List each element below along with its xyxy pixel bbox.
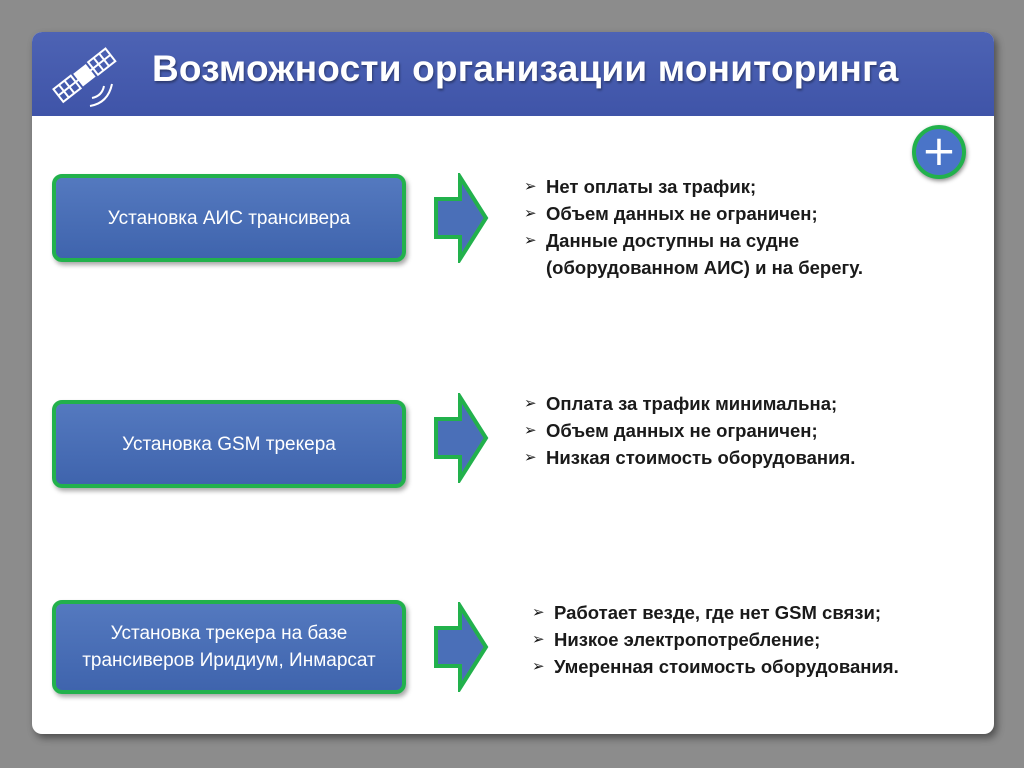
satellite-icon — [48, 40, 122, 110]
method-label: Установка GSM трекера — [122, 433, 336, 455]
list-item: ➢ Умеренная стоимость оборудования. — [532, 653, 899, 680]
benefits-list-gsm — [524, 390, 855, 471]
list-item: ➢ Оплата за трафик минимальна; — [524, 390, 855, 417]
bullet-arrow-icon: ➢ — [532, 603, 545, 621]
header-bar — [32, 32, 994, 116]
list-item: ➢ Низкая стоимость оборудования. — [524, 444, 855, 471]
list-item: ➢ Объем данных не ограничен; — [524, 417, 855, 444]
plus-button[interactable] — [912, 125, 966, 179]
bullet-arrow-icon: ➢ — [532, 657, 545, 675]
arrow-right-icon — [432, 602, 490, 692]
list-item: ➢ Нет оплаты за трафик; — [524, 173, 946, 200]
benefits-list-satellite — [532, 599, 899, 680]
benefits-list-ais — [524, 173, 946, 281]
bullet-arrow-icon: ➢ — [532, 630, 545, 648]
method-label: Установка АИС трансивера — [107, 207, 351, 229]
list-item: ➢ Объем данных не ограничен; — [524, 200, 946, 227]
method-label: Установка трекера на базе трансиверов Иридиум, Инмарсат — [82, 623, 376, 671]
arrow-right-icon — [432, 393, 490, 483]
bullet-arrow-icon: ➢ — [524, 177, 537, 195]
bullet-arrow-icon: ➢ — [524, 231, 537, 249]
bullet-arrow-icon: ➢ — [524, 394, 537, 412]
list-item: ➢ Работает везде, где нет GSM связи; — [532, 599, 899, 626]
plus-icon: + — [921, 126, 957, 175]
method-box-satellite[interactable] — [52, 600, 406, 694]
bullet-arrow-icon: ➢ — [524, 204, 537, 222]
list-item: ➢ Данные доступны на судне (оборудованном АИС) и на берегу. — [524, 227, 946, 281]
bullet-arrow-icon: ➢ — [524, 421, 537, 439]
arrow-right-icon — [432, 173, 490, 263]
method-box-ais[interactable] — [52, 174, 406, 262]
method-box-gsm[interactable] — [52, 400, 406, 488]
slide — [32, 32, 994, 734]
list-item: ➢ Низкое электропотребление; — [532, 626, 899, 653]
page-title: Возможности организации мониторинга — [152, 48, 899, 89]
bullet-arrow-icon: ➢ — [524, 448, 537, 466]
